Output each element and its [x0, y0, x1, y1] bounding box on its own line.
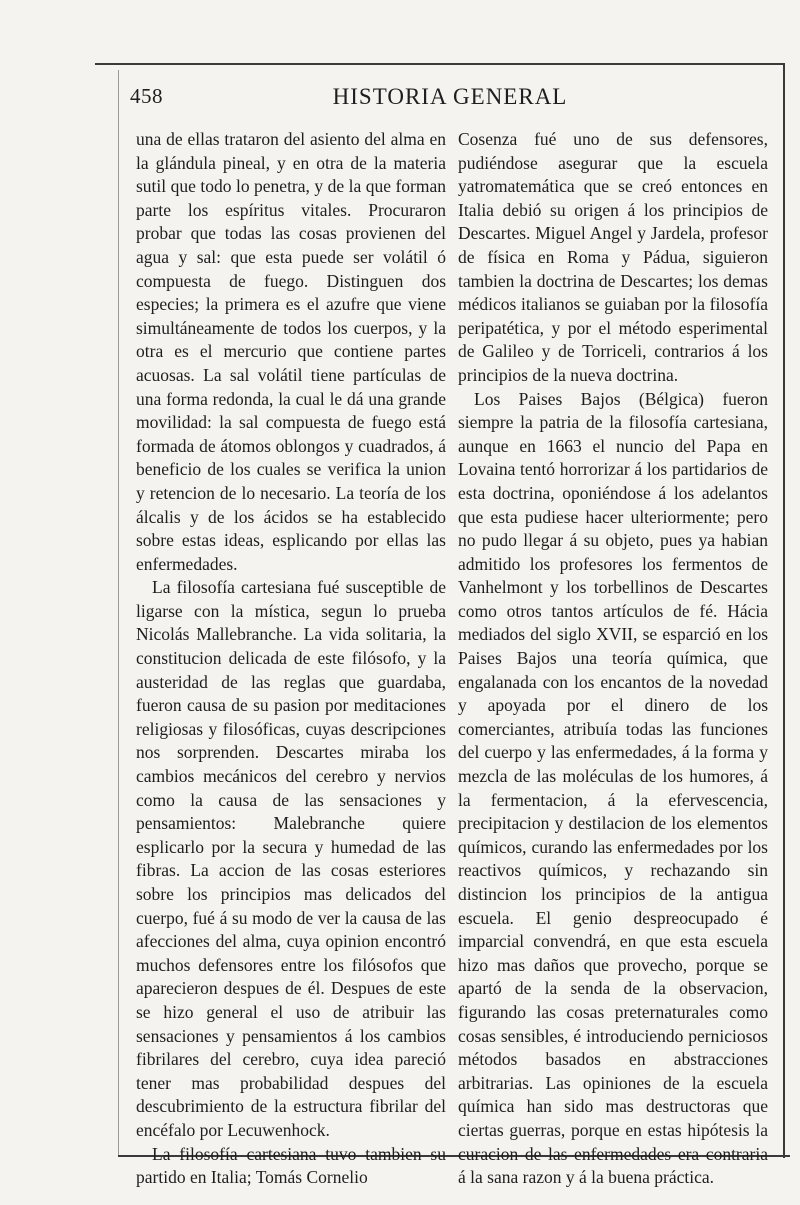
page-header [130, 84, 770, 118]
frame-top-rule [95, 63, 785, 65]
right-column [458, 128, 768, 1190]
paragraph: Cosenza fué uno de sus defensores, pudiéndose asegurar que la escuela yatromatemática que se creó entonces en Italia debió su origen á los principios de Descartes. Miguel Angel y Jardela, profesor de física en Roma y Pádua, siguieron tambien la doctrina de Descartes; los demas médicos italianos se guiaban por la filosofía peripatética, y por el método esperimental de Galileo y de Torriceli, contrarios á los principios de la nueva doctrina. [458, 129, 768, 385]
frame-left-rule [118, 70, 119, 1155]
page-number: 458 [130, 84, 163, 108]
paragraph: La filosofía cartesiana tuvo tambien su partido en Italia; Tomás Cornelio [136, 1143, 446, 1188]
paragraph: Los Paises Bajos (Bélgica) fueron siempre la patria de la filosofía cartesiana, aunque en 1663 el nuncio del Papa en Lovaina tentó horrorizar á los partidarios de esta doctrina, oponiéndose á los adelantos que esta pudiese hacer ulteriormente; pero no pudo llegar á su objeto, pues ya habian admitido los profesores los fermentos de Vanhelmont y los torbellinos de Descartes como otros tantos artículos de fé. Hácia mediados del siglo XVII, se esparció en los Paises Bajos una teoría química, que engalanada con los encantos de la novedad y apoyada por el dinero de los comerciantes, atribuía todas las funciones del cuerpo y las enfermedades, á la forma y mezcla de las moléculas de los humores, á la fermentacion, á la efervescencia, precipitacion y destilacion de los elementos químicos, curando las enfermedades por los reactivos químicos, y rechazando sin distincion los principios de la antigua escuela. El genio despreocupado é imparcial convendrá, en que esta escuela hizo mas daños que provecho, porque se apartó de la senda de la observacion, figurando las cosas preternaturales como cosas sensibles, é introduciendo perniciosos métodos basados en abstracciones arbitrarias. Las opiniones de la escuela química han sido mas destructoras que ciertas guerras, porque en estas hipótesis la curacion de las enfermedades era contraria á la sana razon y á la buena práctica. [458, 388, 768, 1188]
frame-right-rule [783, 63, 785, 1158]
paragraph: La filosofía cartesiana fué susceptible de ligarse con la mística, segun lo prueba Nicolás Mallebranche. La vida solitaria, la constitucion delicada de este filósofo, y la austeridad de las reglas que guardaba, fueron causa de su pasion por meditaciones religiosas y filosóficas, cuyas descripciones nos sorprenden. Descartes miraba los cambios mecánicos del cerebro y nervios como la causa de las sensaciones y pensamientos: Malebranche quiere esplicarlo por la secura y humedad de las fibras. La accion de las cosas esteriores sobre los principios mas delicados del cuerpo, fué á su modo de ver la causa de las afecciones del alma, cuya opinion encontró muchos defensores entre los filósofos que aparecieron despues de él. Despues de este se hizo general el uso de atribuir las sensaciones y pensamientos á los cambios fibrilares del cerebro, cuya idea pareció tener mas probabilidad despues del descubrimiento de la estructura fibrilar del encéfalo por Lecuwenhock. [136, 577, 446, 1140]
running-title: HISTORIA GENERAL [332, 84, 568, 109]
left-column [136, 128, 446, 1190]
paragraph: una de ellas trataron del asiento del alma en la glándula pineal, y en otra de la materia sutil que todo lo penetra, y de la que forman parte los espíritus vitales. Procuraron probar que todas las cosas provienen del agua y sal: que esta puede ser volátil ó compuesta de fuego. Distinguen dos especies; la primera es el azufre que viene simultáneamente de todos los cuerpos, y la otra es el mercurio que contiene partes acuosas. La sal volátil tiene partículas de una forma redonda, la cual le dá una grande movilidad: la sal compuesta de fuego está formada de átomos oblongos y cuadrados, á beneficio de los cuales se verifica la union y retencion de lo necesario. La teoría de los álcalis y de los ácidos se ha establecido sobre estas ideas, esplicando por ellas las enfermedades. [136, 129, 446, 574]
